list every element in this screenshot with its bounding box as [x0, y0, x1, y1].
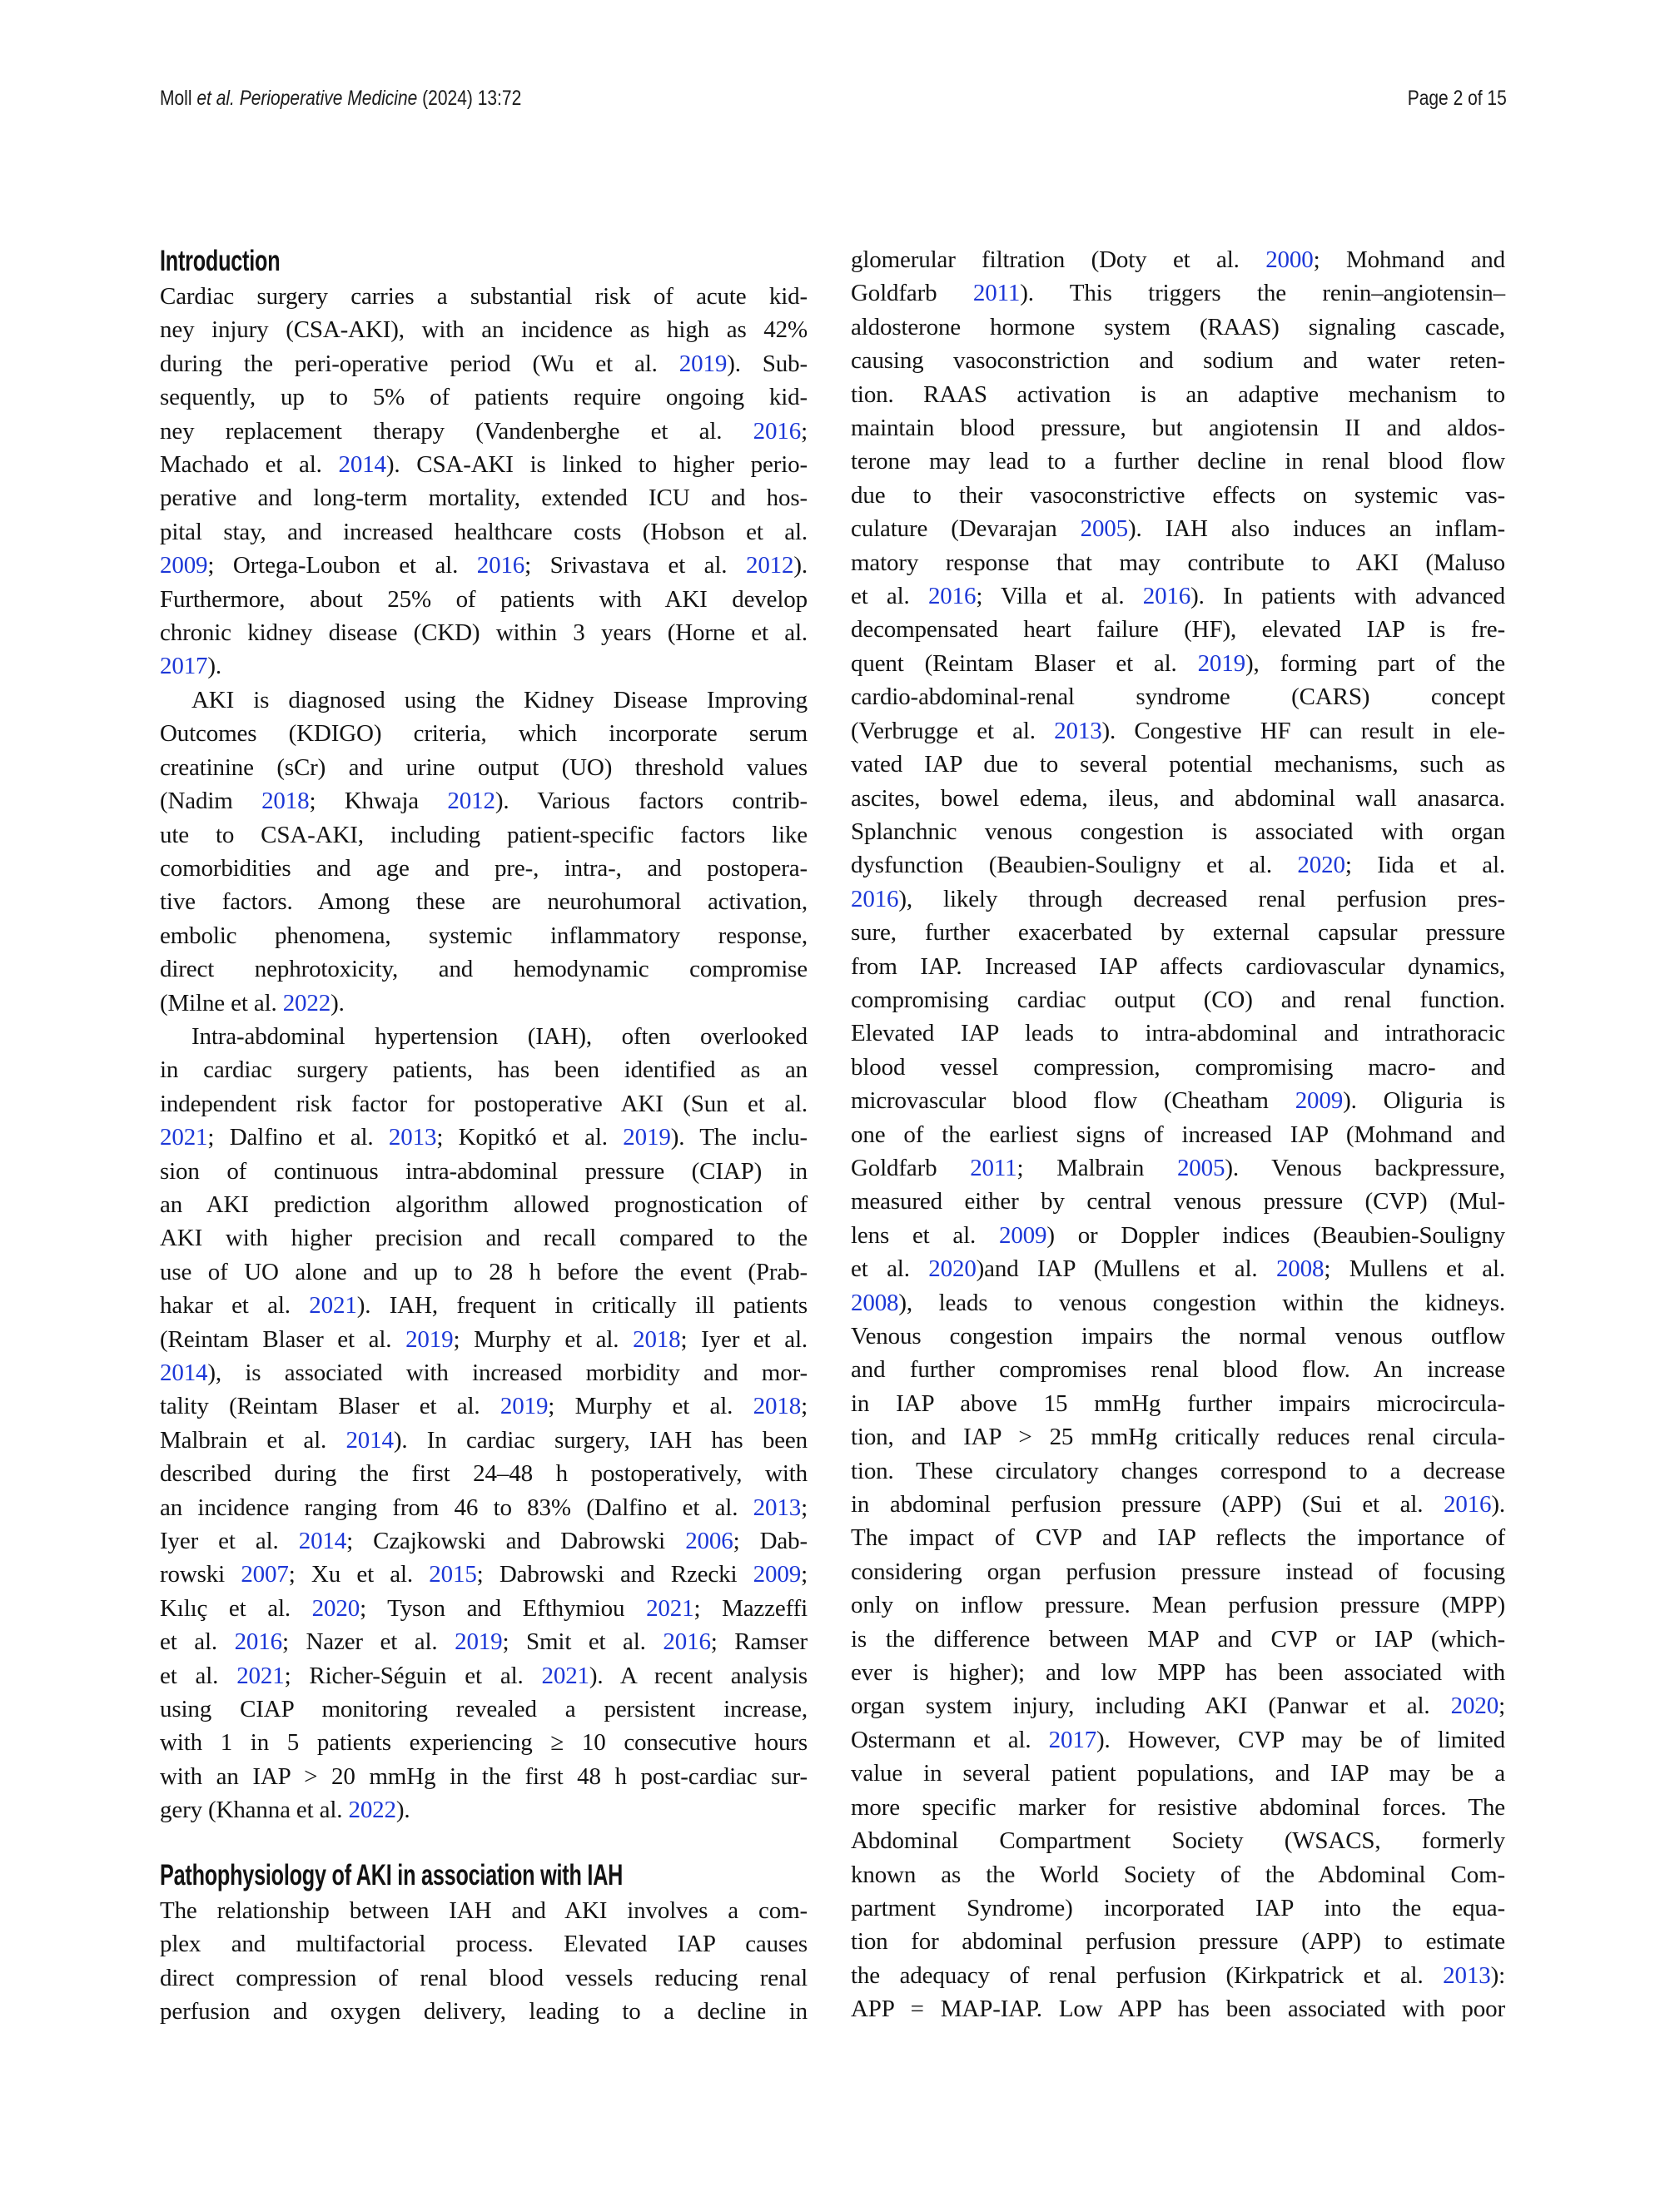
text-line: Malbrain et al. 2014). In cardiac surgery, IAH has been — [160, 1426, 808, 1454]
text-line: in cardiac surgery patients, has been identified as an — [160, 1056, 808, 1084]
text-line: perative and long-term mortality, extended ICU and hos- — [160, 485, 808, 512]
text-line: The relationship between IAH and AKI involves a com- — [160, 1896, 808, 1924]
citation-link[interactable]: 2021 — [309, 1292, 357, 1320]
citation-link[interactable]: 2014 — [338, 451, 386, 479]
text-line: glomerular filtration (Doty et al. 2000; Mohmand and — [851, 246, 1505, 273]
text-line: one of the earliest signs of increased IAP (Mohmand and — [851, 1121, 1505, 1148]
text-line: Furthermore, about 25% of patients with AKI develop — [160, 585, 808, 613]
citation-link[interactable]: 2016 — [1142, 583, 1191, 610]
text-line: et al. 2016; Nazer et al. 2019; Smit et al. 2016; Ramser — [160, 1628, 808, 1656]
text-line: culature (Devarajan 2005). IAH also induces an inflam- — [851, 515, 1505, 543]
text-line: Ostermann et al. 2017). However, CVP may be of limited — [851, 1726, 1505, 1753]
text-line: tality (Reintam Blaser et al. 2019; Murphy et al. 2018; — [160, 1393, 808, 1420]
citation-link[interactable]: 2020 — [928, 1255, 977, 1283]
citation-link[interactable]: 2018 — [633, 1325, 681, 1353]
text-line: APP = MAP-IAP. Low APP has been associated with poor — [851, 1996, 1505, 2023]
citation-link[interactable]: 2021 — [160, 1124, 208, 1151]
text-line: direct nephrotoxicity, and hemodynamic compromise — [160, 956, 808, 983]
text-line: et al. 2016; Villa et al. 2016). In patients with advanced — [851, 583, 1505, 610]
text-line: pital stay, and increased healthcare costs (Hobson et al. — [160, 518, 808, 545]
text-line: (Reintam Blaser et al. 2019; Murphy et al. 2018; Iyer et al. — [160, 1325, 808, 1353]
paragraph — [160, 1894, 808, 2029]
citation-link[interactable]: 2018 — [261, 788, 310, 815]
citation-link[interactable]: 2022 — [282, 989, 331, 1017]
text-line: rowski 2007; Xu et al. 2015; Dabrowski and Rzecki 2009; — [160, 1561, 808, 1588]
text-line: more specific marker for resistive abdominal forces. The — [851, 1793, 1505, 1821]
citation-link[interactable]: 2019 — [1197, 649, 1245, 677]
citation-link[interactable]: 2016 — [753, 417, 802, 445]
text-line: independent risk factor for postoperative AKI (Sun et al. — [160, 1090, 808, 1117]
text-line: in IAP above 15 mmHg further impairs microcircula- — [851, 1389, 1505, 1417]
text-line: sion of continuous intra-abdominal pressure (CIAP) in — [160, 1157, 808, 1185]
citation-link[interactable]: 2015 — [429, 1561, 477, 1588]
text-line: Outcomes (KDIGO) criteria, which incorporate serum — [160, 720, 808, 748]
text-line: the adequacy of renal perfusion (Kirkpatrick et al. 2013): — [851, 1961, 1505, 1989]
text-line: 2016), likely through decreased renal perfusion pres- — [851, 885, 1505, 912]
citation-link[interactable]: 2007 — [241, 1561, 289, 1588]
citation-link[interactable]: 2020 — [1450, 1693, 1499, 1720]
citation-link[interactable]: 2009 — [1295, 1087, 1344, 1115]
paragraph — [160, 280, 808, 683]
section-heading — [160, 243, 808, 280]
text-line: (Milne et al. 2022). — [160, 989, 345, 1017]
text-line: only on inflow pressure. Mean perfusion pressure (MPP) — [851, 1592, 1505, 1619]
citation-link[interactable]: 2012 — [745, 552, 794, 579]
citation-link[interactable]: 2019 — [678, 350, 728, 377]
column-left — [160, 243, 808, 2028]
citation-link[interactable]: 2021 — [646, 1594, 694, 1622]
text-line: (Verbrugge et al. 2013). Congestive HF can result in ele- — [851, 717, 1506, 744]
citation-link[interactable]: 2016 — [927, 583, 977, 610]
citation-link[interactable]: 2020 — [311, 1594, 360, 1622]
header-text-run: et al. Perioperative Medicine — [196, 87, 418, 110]
text-line: (Nadim 2018; Khwaja 2012). Various factors contrib- — [160, 788, 808, 815]
text-line: with an IAP > 20 mmHg in the first 48 h post-cardiac sur- — [160, 1762, 808, 1790]
text-line: microvascular blood flow (Cheatham 2009). Oliguria is — [851, 1087, 1506, 1115]
citation-link[interactable]: 2016 — [476, 552, 525, 579]
text-line: due to their vasoconstrictive effects on systemic vas- — [851, 481, 1505, 509]
text-line: comorbidities and age and pre-, intra-, and postopera- — [160, 854, 808, 882]
text-line: measured either by central venous pressure (CVP) (Mul- — [851, 1188, 1505, 1215]
running-head-citation — [160, 87, 521, 111]
citation-link[interactable]: 2014 — [160, 1360, 208, 1386]
citation-link[interactable]: 2000 — [1265, 246, 1314, 273]
paragraph — [160, 683, 808, 1020]
text-line: Elevated IAP leads to intra-abdominal and intrathoracic — [851, 1020, 1505, 1047]
text-line: an incidence ranging from 46 to 83% (Dalfino et al. 2013; — [160, 1494, 808, 1521]
text-line: sequently, up to 5% of patients require ongoing kid- — [160, 384, 808, 411]
text-line: is the difference between MAP and CVP or IAP (which- — [851, 1625, 1505, 1653]
citation-link[interactable]: 2005 — [1080, 515, 1128, 543]
text-line: 2014), is associated with increased morbidity and mor- — [160, 1360, 808, 1386]
text-line: an AKI prediction algorithm allowed prognostication of — [160, 1191, 808, 1218]
text-line: ever is higher); and low MPP has been associated with — [851, 1659, 1505, 1687]
text-line: 2017). — [160, 653, 222, 680]
text-line: gery (Khanna et al. 2022). — [160, 1797, 410, 1824]
text-line: during the peri-operative period (Wu et al. 2019). Sub- — [160, 350, 808, 377]
text-line: Intra-abdominal hypertension (IAH), often overlooked — [191, 1022, 808, 1050]
text-line: maintain blood pressure, but angiotensin II and aldos- — [851, 415, 1505, 442]
citation-link[interactable]: 2016 — [234, 1628, 282, 1656]
text-line: 2021; Dalfino et al. 2013; Kopitkó et al. 2019). The inclu- — [160, 1124, 808, 1151]
citation-link[interactable]: 2013 — [1443, 1961, 1491, 1989]
citation-link[interactable]: 2017 — [1048, 1726, 1097, 1753]
text-line: vated IAP due to several potential mechanisms, such as — [851, 751, 1505, 778]
citation-link[interactable]: 2016 — [1443, 1491, 1492, 1519]
text-line: ney replacement therapy (Vandenberghe et al. 2016; — [160, 417, 808, 445]
citation-link[interactable]: 2011 — [970, 1154, 1017, 1181]
text-line: value in several patient populations, and IAP may be a — [851, 1760, 1505, 1787]
citation-link[interactable]: 2018 — [753, 1393, 802, 1420]
section-heading-text: Introduction — [160, 245, 281, 277]
text-line: quent (Reintam Blaser et al. 2019), forming part of the — [851, 649, 1505, 677]
citation-link[interactable]: 2008 — [851, 1289, 899, 1316]
citation-link[interactable]: 2017 — [160, 653, 208, 680]
text-line: matory response that may contribute to AKI (Maluso — [851, 549, 1505, 576]
citation-link[interactable]: 2013 — [1054, 717, 1102, 744]
page-number: Page 2 of 15 — [1407, 87, 1507, 110]
text-line: Venous congestion impairs the normal venous outflow — [851, 1323, 1505, 1350]
text-line: Iyer et al. 2014; Czajkowski and Dabrowski 2006; Dab- — [160, 1528, 808, 1555]
text-line: sure, further exacerbated by external capsular pressure — [851, 919, 1505, 947]
header-text-run: (2024) 13:72 — [417, 87, 522, 110]
text-line: causing vasoconstriction and sodium and water reten- — [851, 347, 1505, 375]
citation-link[interactable]: 2005 — [1176, 1154, 1225, 1181]
column-right — [851, 243, 1505, 2026]
citation-link[interactable]: 2019 — [405, 1325, 454, 1353]
text-line: described during the first 24–48 h postoperatively, with — [160, 1460, 808, 1488]
text-line: in abdominal perfusion pressure (APP) (Sui et al. 2016). — [851, 1491, 1505, 1519]
text-line: ney injury (CSA-AKI), with an incidence as high as 42% — [160, 316, 808, 344]
citation-link[interactable]: 2021 — [541, 1662, 589, 1689]
text-line: embolic phenomena, systemic inflammatory response, — [160, 922, 808, 949]
text-line: tion. These circulatory changes correspond to a decrease — [851, 1457, 1505, 1484]
text-line: tion, and IAP > 25 mmHg critically reduces renal circula- — [851, 1424, 1505, 1451]
text-line: cardio-abdominal-renal syndrome (CARS) concept — [851, 683, 1505, 711]
text-line: lens et al. 2009) or Doppler indices (Beaubien-Souligny — [851, 1221, 1505, 1249]
citation-link[interactable]: 2009 — [998, 1221, 1047, 1249]
text-line: from IAP. Increased IAP affects cardiovascular dynamics, — [851, 952, 1505, 980]
text-line: dysfunction (Beaubien-Souligny et al. 2020; Iida et al. — [851, 852, 1505, 879]
text-line: creatinine (sCr) and urine output (UO) threshold values — [160, 753, 808, 781]
text-line: tive factors. Among these are neurohumoral activation, — [160, 888, 808, 916]
text-line: partment Syndrome) incorporated IAP into the equa- — [851, 1894, 1505, 1921]
text-line: known as the World Society of the Abdominal Com- — [851, 1861, 1505, 1888]
text-line: Goldfarb 2011; Malbrain 2005). Venous backpressure, — [851, 1154, 1505, 1181]
citation-link[interactable]: 2022 — [348, 1797, 396, 1824]
text-line: with 1 in 5 patients experiencing ≥ 10 consecutive hours — [160, 1729, 808, 1757]
text-line: decompensated heart failure (HF), elevated IAP is fre- — [851, 616, 1505, 644]
citation-link[interactable]: 2019 — [500, 1393, 549, 1420]
text-line: use of UO alone and up to 28 h before the event (Prab- — [160, 1258, 808, 1285]
citation-link[interactable]: 2019 — [623, 1124, 671, 1151]
paragraph — [851, 243, 1505, 2026]
text-line: et al. 2021; Richer-Séguin et al. 2021). A recent analysis — [160, 1662, 808, 1689]
text-line: Splanchnic venous congestion is associated with organ — [851, 818, 1505, 845]
text-line: AKI with higher precision and recall compared to the — [160, 1225, 808, 1252]
text-line: ascites, bowel edema, ileus, and abdominal wall anasarca. — [851, 784, 1505, 812]
text-line: and further compromises renal blood flow. An increase — [851, 1356, 1505, 1384]
citation-link[interactable]: 2013 — [388, 1124, 437, 1151]
text-line: chronic kidney disease (CKD) within 3 years (Horne et al. — [160, 619, 808, 647]
citation-link[interactable]: 2013 — [753, 1494, 802, 1521]
text-line: Goldfarb 2011). This triggers the renin–angiotensin– — [851, 280, 1505, 307]
citation-link[interactable]: 2020 — [1297, 852, 1345, 879]
text-line: terone may lead to a further decline in renal blood flow — [851, 448, 1505, 475]
text-line: organ system injury, including AKI (Panwar et al. 2020; — [851, 1693, 1505, 1720]
text-line: AKI is diagnosed using the Kidney Disease Improving — [191, 686, 808, 713]
text-line: tion for abdominal perfusion pressure (APP) to estimate — [851, 1928, 1505, 1956]
text-line: The impact of CVP and IAP reflects the importance of — [851, 1524, 1505, 1552]
citation-link[interactable]: 2008 — [1275, 1255, 1325, 1283]
text-line: Cardiac surgery carries a substantial risk of acute kid- — [160, 283, 808, 310]
citation-link[interactable]: 2009 — [160, 552, 208, 579]
text-line: perfusion and oxygen delivery, leading to a decline in — [160, 1997, 808, 2025]
text-line: 2008), leads to venous congestion within the kidneys. — [851, 1289, 1505, 1316]
section-heading — [160, 1857, 808, 1894]
text-line: Kılıç et al. 2020; Tyson and Efthymiou 2021; Mazzeffi — [160, 1594, 808, 1622]
header-text-run: Moll — [160, 87, 197, 110]
text-line: aldosterone hormone system (RAAS) signaling cascade, — [851, 313, 1505, 340]
text-line: Abdominal Compartment Society (WSACS, formerly — [851, 1827, 1505, 1855]
running-header — [0, 87, 1665, 117]
citation-link[interactable]: 2016 — [851, 885, 899, 912]
text-line: ute to CSA-AKI, including patient-specific factors like — [160, 821, 808, 848]
citation-link[interactable]: 2006 — [685, 1528, 733, 1555]
paragraph — [160, 1020, 808, 1827]
citation-link[interactable]: 2019 — [455, 1628, 503, 1656]
text-line: considering organ perfusion pressure instead of focusing — [851, 1558, 1505, 1585]
citation-link[interactable]: 2009 — [753, 1561, 802, 1588]
section-heading-text: Pathophysiology of AKI in association with IAH — [160, 1858, 624, 1891]
text-line: 2009; Ortega-Loubon et al. 2016; Srivastava et al. 2012). — [160, 552, 808, 579]
text-line: Machado et al. 2014). CSA-AKI is linked to higher perio- — [160, 451, 808, 479]
text-line: et al. 2020)and IAP (Mullens et al. 2008; Mullens et al. — [851, 1255, 1505, 1283]
text-line: blood vessel compression, compromising macro- and — [851, 1053, 1505, 1081]
text-line: tion. RAAS activation is an adaptive mechanism to — [851, 380, 1505, 408]
citation-link[interactable]: 2011 — [972, 280, 1021, 307]
citation-link[interactable]: 2012 — [447, 788, 495, 815]
citation-link[interactable]: 2016 — [663, 1628, 711, 1656]
text-line: compromising cardiac output (CO) and renal function. — [851, 986, 1505, 1013]
text-line: hakar et al. 2021). IAH, frequent in critically ill patients — [160, 1292, 808, 1320]
text-line: plex and multifactorial process. Elevated IAP causes — [160, 1931, 808, 1958]
text-line: direct compression of renal blood vessels reducing renal — [160, 1964, 808, 1991]
citation-link[interactable]: 2014 — [298, 1528, 347, 1555]
text-line: using CIAP monitoring revealed a persistent increase, — [160, 1696, 808, 1723]
citation-link[interactable]: 2021 — [236, 1662, 285, 1689]
citation-link[interactable]: 2014 — [345, 1426, 394, 1454]
